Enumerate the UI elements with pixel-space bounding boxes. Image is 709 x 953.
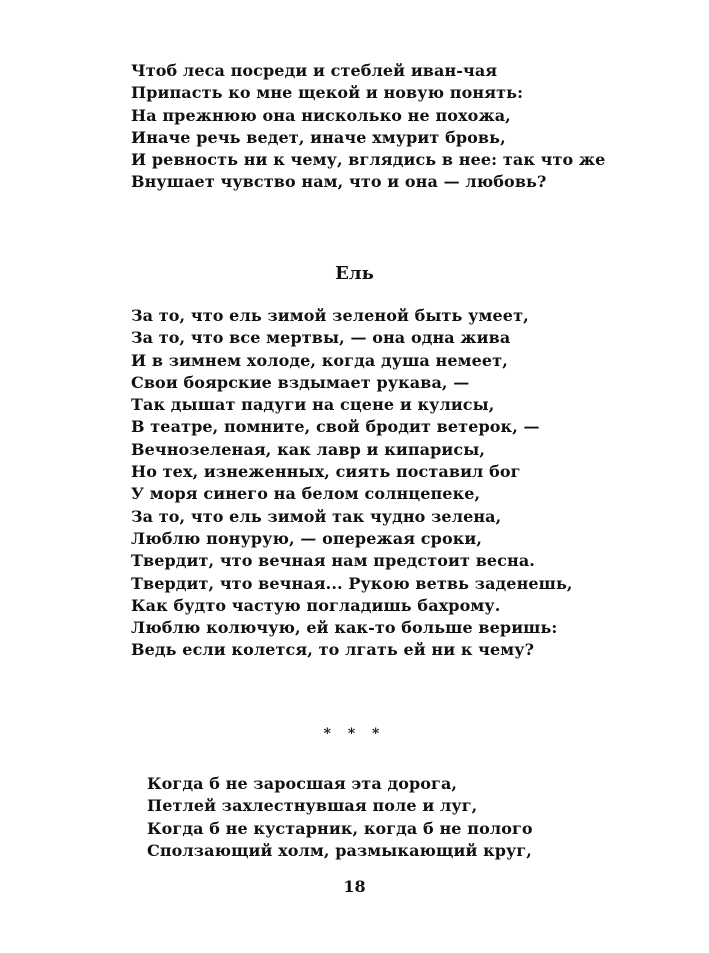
stanza-1 (131, 60, 651, 194)
poem-line: Петлей захлестнувшая поле и луг, (147, 796, 478, 816)
poem-line: В театре, помните, свой бродит ветерок, — (131, 417, 540, 437)
poem-line: Внушает чувство нам, что и она — любовь? (131, 172, 547, 192)
stanza-2 (131, 305, 651, 662)
poem-line: За то, что все мертвы, — она одна жива (131, 328, 511, 348)
poem-line: Сползающий холм, размыкающий круг, (147, 840, 532, 860)
poem-line: Когда б не заросшая эта дорога, (147, 774, 458, 793)
poem-line: Когда б не кустарник, когда б не полого (147, 818, 533, 838)
poem-line: И в зимнем холоде, когда душа немеет, (131, 350, 508, 370)
poem-line: И ревность ни к чему, вглядись в нее: так что же (131, 150, 606, 170)
page-number: 18 (343, 877, 366, 896)
poem-line: У моря синего на белом солнцепеке, (131, 484, 481, 504)
poem-line: На прежнюю она нисколько не похожа, (131, 105, 511, 125)
poem-line: Вечнозеленая, как лавр и кипарисы, (131, 439, 486, 459)
section-separator: * * * (323, 726, 386, 742)
stanza-3 (147, 773, 667, 862)
poem-line: Ведь если колется, то лгать ей ни к чему? (131, 640, 535, 660)
poem-title: Ель (335, 263, 374, 284)
poem-line: Иначе речь ведет, иначе хмурит бровь, (131, 127, 506, 147)
poem-line: Люблю колючую, ей как-то больше веришь: (131, 618, 558, 638)
poem-line: Но тех, изнеженных, сиять поставил бог (131, 462, 521, 482)
poem-line: Как будто частую погладишь бахрому. (131, 595, 501, 615)
poem-line: Так дышат падуги на сцене и кулисы, (131, 395, 495, 415)
poem-line: Свои боярские вздымает рукава, — (131, 372, 470, 392)
poem-line: Твердит, что вечная... Рукою ветвь заденешь, (131, 573, 573, 593)
poem-line: Припасть ко мне щекой и новую понять: (131, 83, 524, 103)
poem-line: Твердит, что вечная нам предстоит весна. (131, 551, 535, 571)
poem-line: Люблю понурую, — опережая сроки, (131, 528, 483, 548)
poem-line: За то, что ель зимой зеленой быть умеет, (131, 306, 529, 325)
poem-line: Чтоб леса посреди и стеблей иван-чая (131, 61, 498, 80)
poem-line: За то, что ель зимой так чудно зелена, (131, 506, 502, 526)
